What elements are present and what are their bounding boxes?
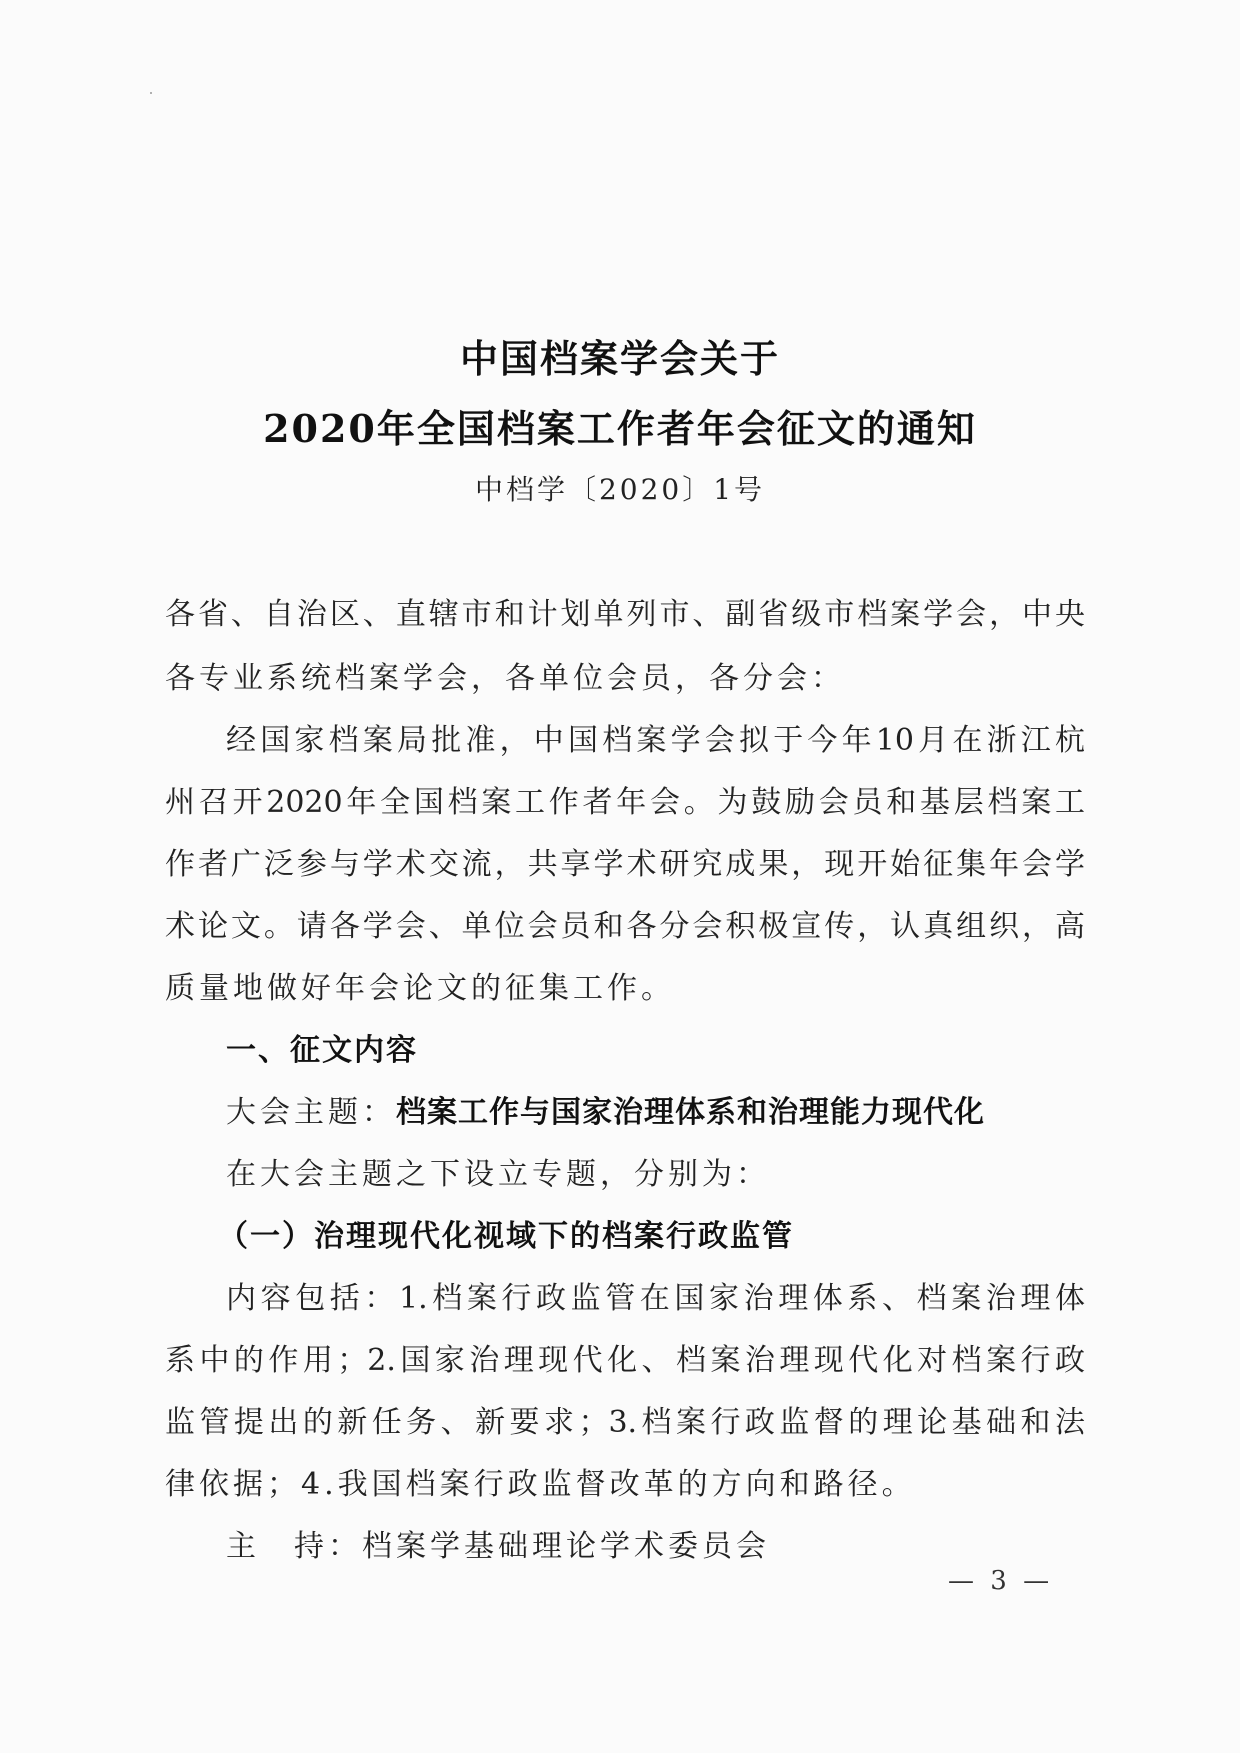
theme-text: 档案工作与国家治理体系和治理能力现代化 bbox=[396, 1095, 985, 1130]
host-label: 主 持： bbox=[226, 1529, 362, 1564]
paragraph1-line-2: 州召开2020年全国档案工作者年会。为鼓励会员和基层档案工 bbox=[165, 785, 1085, 820]
paragraph1-line-1: 经国家档案局批准，中国档案学会拟于今年10月在浙江杭 bbox=[226, 723, 1085, 758]
subtopic-intro: 在大会主题之下设立专题，分别为： bbox=[226, 1157, 770, 1192]
theme-line bbox=[226, 1093, 1085, 1133]
title-line-1: 中国档案学会关于 bbox=[459, 336, 780, 381]
host-text: 档案学基础理论学术委员会 bbox=[362, 1529, 770, 1564]
subtopic1-content-line-4: 律依据；4.我国档案行政监督改革的方向和路径。 bbox=[165, 1467, 916, 1502]
scan-speck bbox=[150, 92, 152, 94]
paragraph1-line-3: 作者广泛参与学术交流，共享学术研究成果，现开始征集年会学 bbox=[165, 847, 1085, 882]
paragraph1-line-4: 术论文。请各学会、单位会员和各分会积极宣传，认真组织，高 bbox=[165, 909, 1085, 944]
subtopic1-content-line-2: 系中的作用；2.国家治理现代化、档案治理现代化对档案行政 bbox=[165, 1343, 1085, 1378]
subtopic-1-heading: （一）治理现代化视域下的档案行政监管 bbox=[218, 1219, 794, 1254]
section-1-heading: 一、征文内容 bbox=[226, 1033, 418, 1068]
addressee-line-2: 各专业系统档案学会，各单位会员，各分会： bbox=[165, 661, 845, 696]
document-number: 中档学〔2020〕1号 bbox=[474, 473, 766, 506]
addressee-line-1: 各省、自治区、直辖市和计划单列市、副省级市档案学会，中央 bbox=[165, 597, 1085, 632]
theme-label: 大会主题： bbox=[226, 1095, 396, 1130]
host-line bbox=[226, 1527, 1085, 1567]
title-line-2: 2020年全国档案工作者年会征文的通知 bbox=[263, 406, 977, 451]
paragraph1-line-5: 质量地做好年会论文的征集工作。 bbox=[165, 971, 675, 1006]
subtopic1-content-line-1: 内容包括：1.档案行政监管在国家治理体系、档案治理体 bbox=[226, 1281, 1085, 1316]
page-number: — 3 — bbox=[948, 1566, 1054, 1596]
subtopic1-content-line-3: 监管提出的新任务、新要求；3.档案行政监督的理论基础和法 bbox=[165, 1405, 1085, 1440]
